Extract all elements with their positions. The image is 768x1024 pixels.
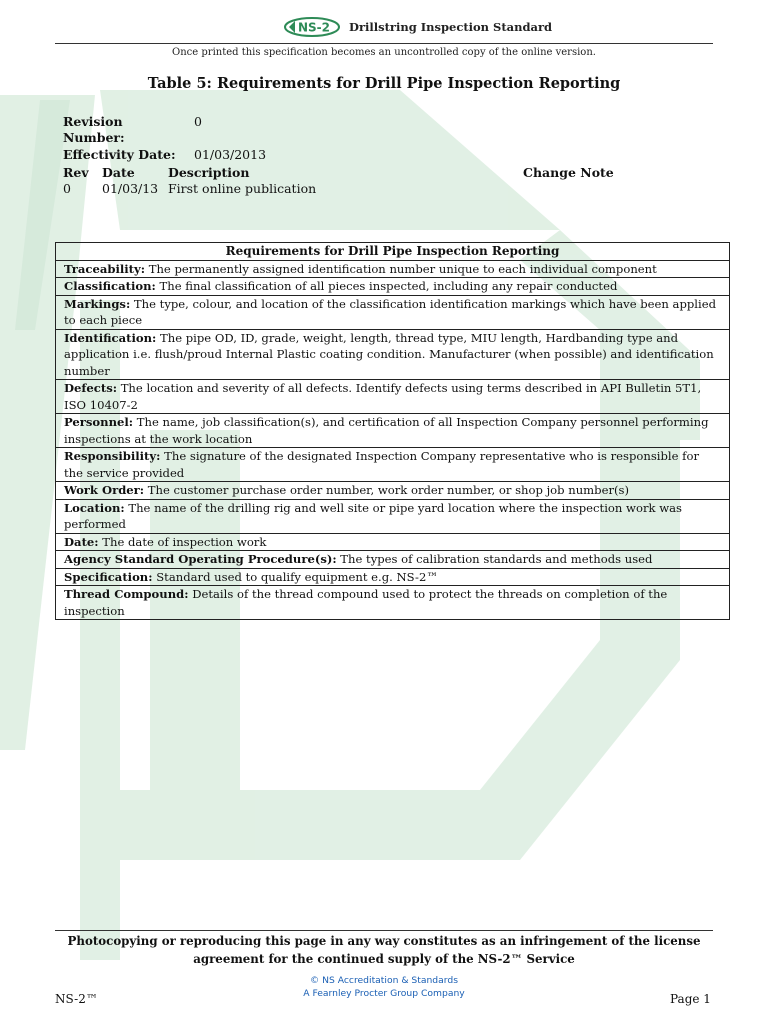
row-label-markings: Markings: [64, 296, 131, 311]
table-row [56, 414, 730, 448]
row-text: The types of calibration standards and methods used [340, 552, 653, 566]
license-notice [55, 932, 713, 968]
revision-row-rev: 0 [63, 181, 71, 196]
revision-row-description: First online publication [168, 181, 317, 196]
page-header [0, 17, 768, 39]
company-line: A Fearnley Procter Group Company [303, 987, 465, 999]
change-note-column-header: Change Note [523, 165, 614, 180]
logo-text: NS-2 [297, 20, 331, 35]
requirements-table [55, 242, 730, 620]
table-row [56, 551, 730, 569]
row-text: The signature of the designated Inspection Company representative who is responsible for the service provided [64, 449, 699, 480]
rev-column-header: Rev [63, 165, 89, 180]
footer-left-label: NS-2™ [55, 992, 98, 1006]
row-label-responsibility: Responsibility: [64, 449, 161, 463]
footer-divider [55, 930, 713, 931]
row-label-defects: Defects: [64, 381, 118, 395]
row-label-date: Date: [64, 534, 99, 549]
row-text: The customer purchase order number, work order number, or shop job number(s) [147, 483, 630, 497]
row-text: The pipe OD, ID, grade, weight, length, thread type, MIU length, Hardbanding type and application i.e. flush/proud Internal Plastic coating condition. Manufacturer (when possible) and identification number [64, 330, 714, 378]
revision-value: 0 [194, 114, 202, 129]
table-heading: Requirements for Drill Pipe Inspection Reporting [56, 243, 730, 261]
row-label-location: Location: [64, 500, 125, 515]
row-text: The name, job classification(s), and certification of all Inspection Company personnel performing inspections at the work location [64, 415, 709, 446]
table-title: Table 5: Requirements for Drill Pipe Inspection Reporting [147, 75, 621, 92]
row-label-work-order: Work Order: [64, 483, 145, 497]
header-title: Drillstring Inspection Standard [349, 20, 553, 34]
description-column-header: Description [168, 165, 250, 180]
ns2-logo [283, 17, 341, 37]
row-text: The date of inspection work [102, 534, 267, 549]
table-row [56, 482, 730, 500]
row-label-traceability: Traceability: [64, 261, 146, 276]
table-row [56, 586, 730, 620]
copyright-line: © NS Accreditation & Standards [310, 975, 458, 986]
row-label-classification: Classification: [64, 279, 156, 293]
row-label-agency-sop: Agency Standard Operating Procedure(s): [64, 552, 337, 566]
copyright-block [0, 975, 768, 1000]
row-text: Standard used to qualify equipment e.g. NS-2™ [156, 569, 438, 584]
row-text: The name of the drilling rig and well site or pipe yard location where the inspection work was performed [64, 500, 682, 531]
effectivity-label: Effectivity Date: [63, 147, 176, 162]
license-notice-line-1: Photocopying or reproducing this page in any way constitutes as an infringement of the license [67, 934, 701, 948]
row-text: The permanently assigned identification number unique to each individual component [148, 261, 657, 276]
row-text: The location and severity of all defects. Identify defects using terms described in API Bulletin 5T1, ISO 10407-2 [64, 381, 702, 412]
table-row [56, 278, 730, 296]
row-text: Details of the thread compound used to protect the threads on completion of the inspection [64, 587, 668, 618]
effectivity-value: 01/03/2013 [194, 147, 267, 162]
revision-label-number: Number: [63, 130, 125, 145]
row-label-specification: Specification: [64, 569, 153, 584]
license-notice-line-2: agreement for the continued supply of the NS-2™ Service [193, 952, 575, 966]
header-divider [55, 43, 713, 44]
table-row [56, 568, 730, 586]
table-row [56, 499, 730, 533]
row-text: The final classification of all pieces inspected, including any repair conducted [159, 279, 618, 293]
table-row [56, 448, 730, 482]
table-row [56, 329, 730, 380]
table-row [56, 295, 730, 329]
date-column-header: Date [102, 165, 135, 180]
uncontrolled-copy-notice: Once printed this specification becomes an uncontrolled copy of the online version. [172, 47, 596, 58]
row-label-identification: Identification: [64, 330, 157, 345]
table-header-row [56, 243, 730, 261]
page-number: Page 1 [670, 992, 711, 1006]
table-row [56, 260, 730, 278]
revision-label: Revision [63, 114, 123, 129]
table-row [56, 380, 730, 414]
revision-row-date: 01/03/13 [102, 181, 159, 196]
table-row [56, 533, 730, 551]
row-text: The type, colour, and location of the classification identification markings which have been applied to each piece [64, 296, 716, 327]
row-label-thread-compound: Thread Compound: [64, 587, 189, 601]
row-label-personnel: Personnel: [64, 415, 134, 429]
